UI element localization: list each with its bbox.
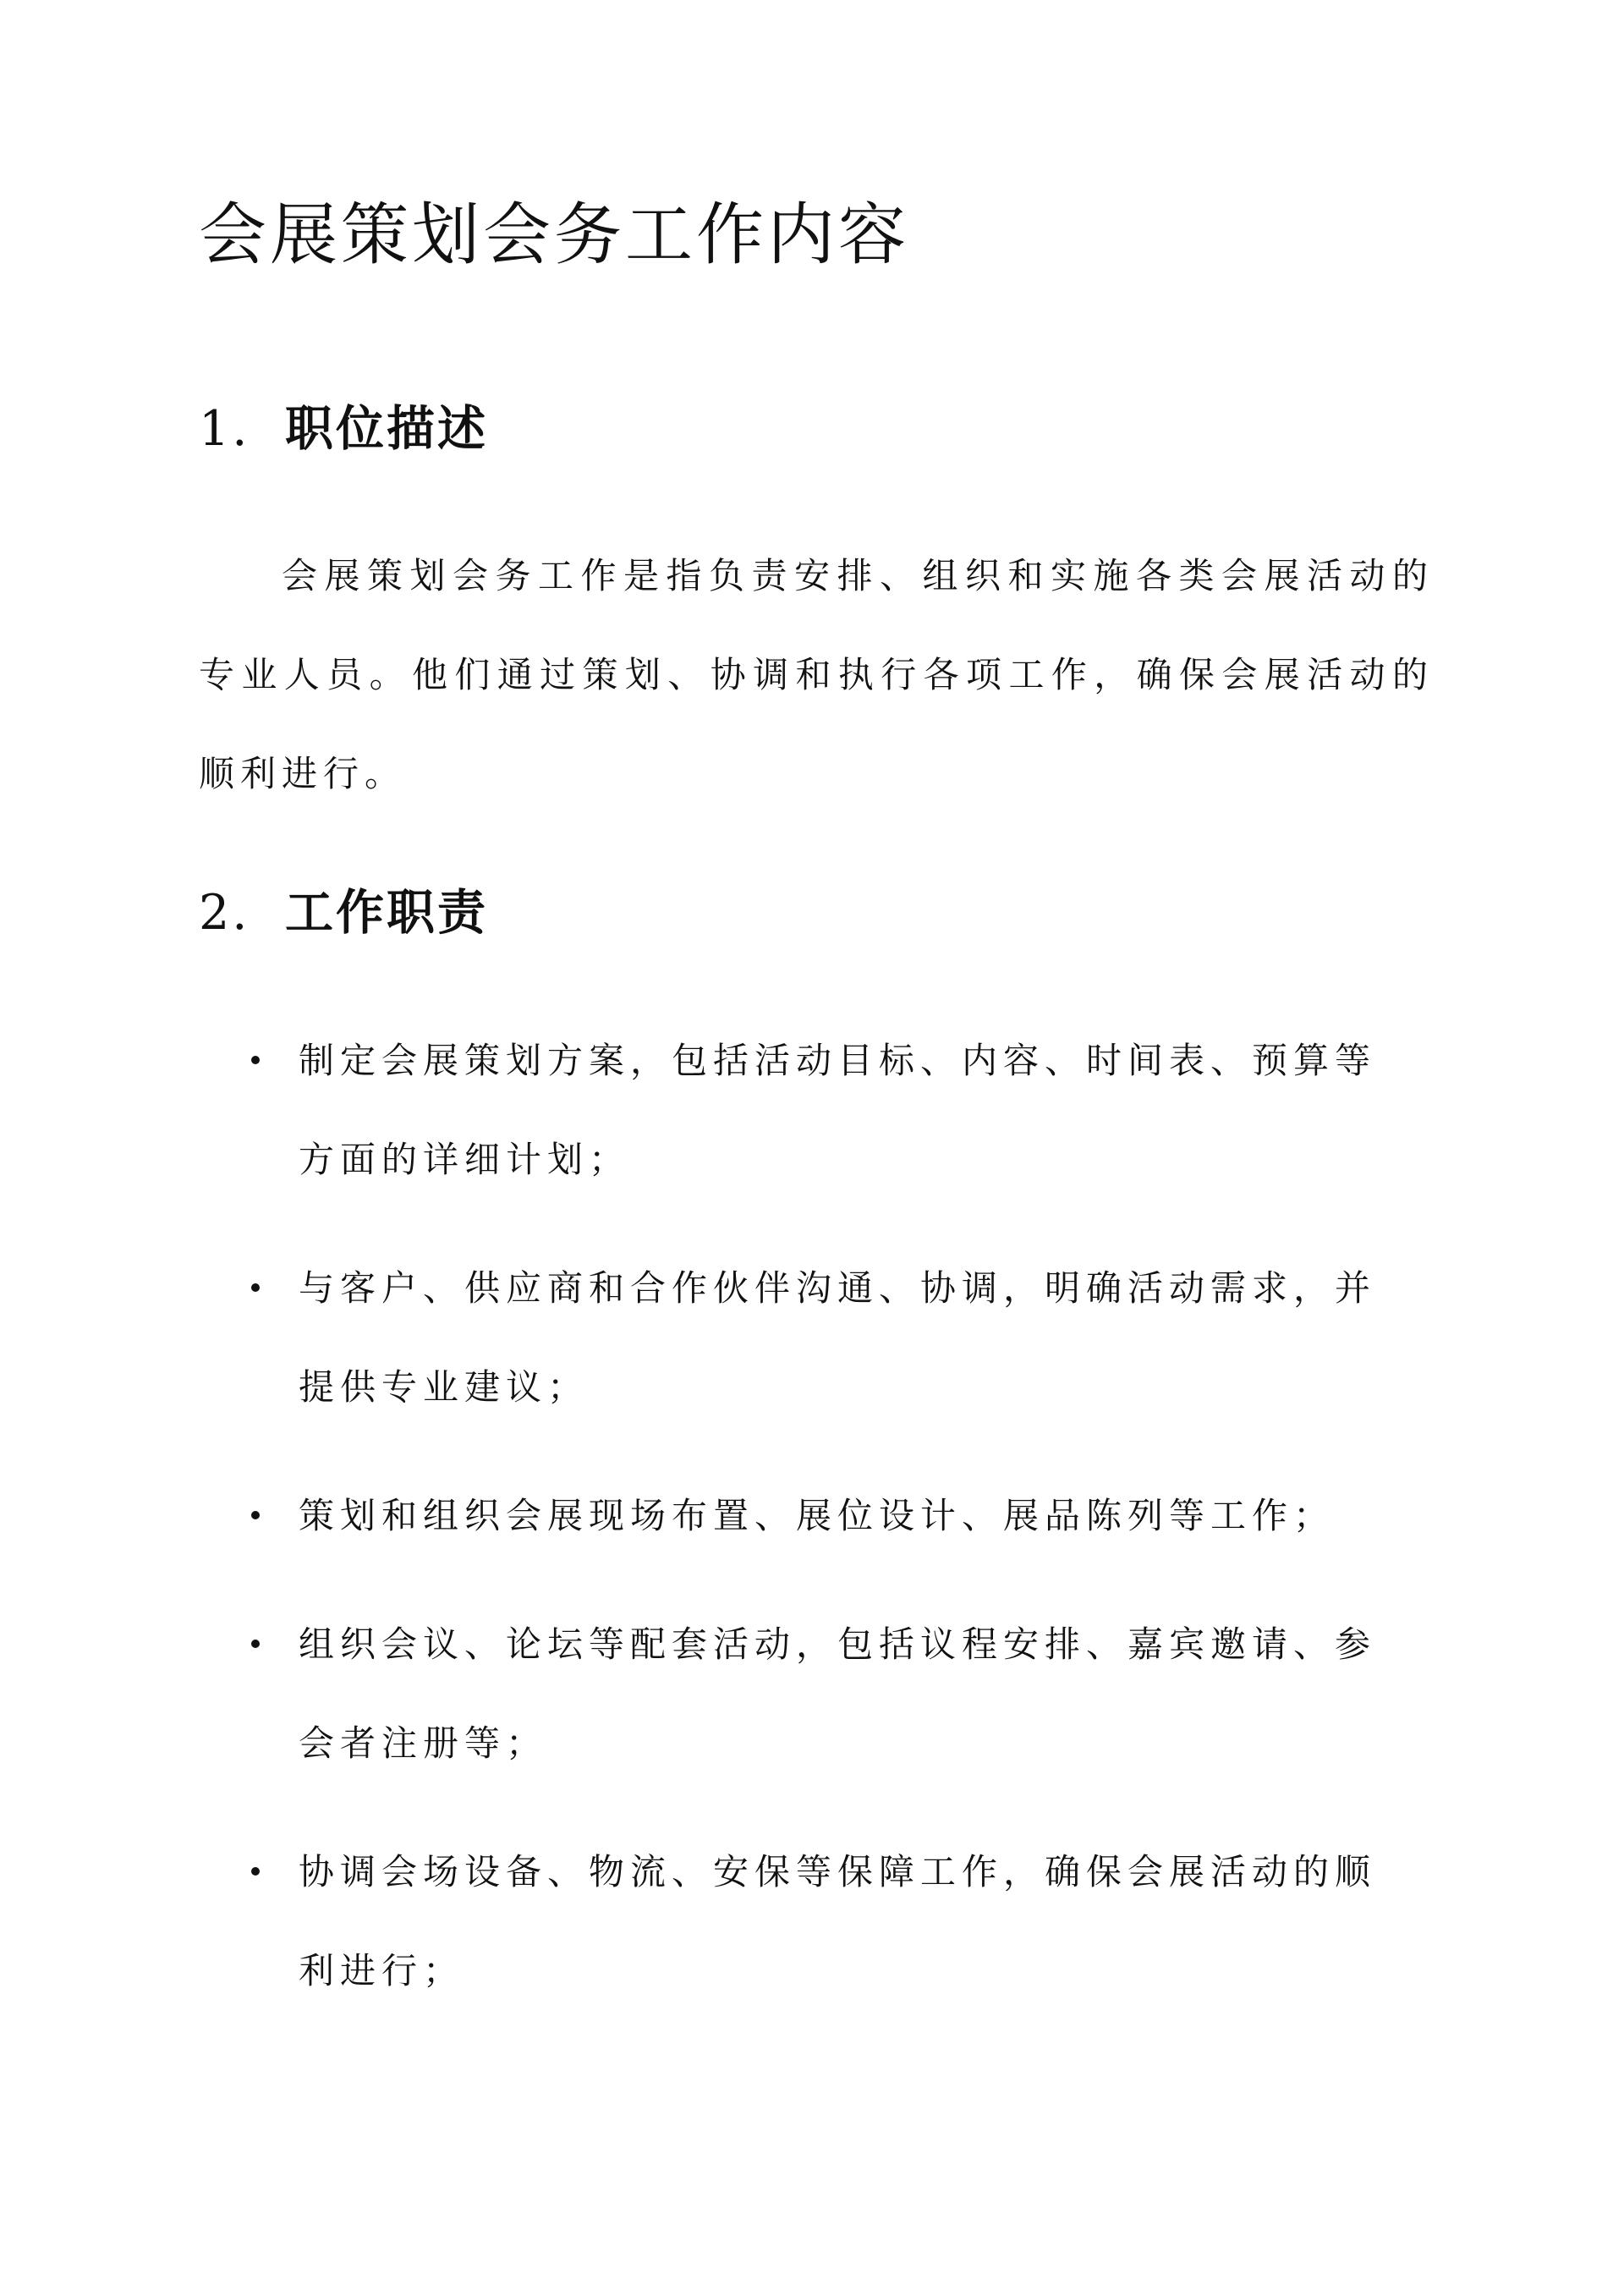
list-item (199, 1822, 1434, 2020)
bullet-icon (251, 1283, 260, 1292)
list-item (199, 1239, 1434, 1436)
bullet-icon (251, 1640, 260, 1648)
list-item-text: 策划和组织会展现场布置、展位设计、展品陈列等工作； (299, 1495, 1336, 1536)
bullet-icon (251, 1511, 260, 1519)
list-item (199, 1466, 1434, 1565)
list-item (199, 1595, 1434, 1793)
bullet-icon (251, 1867, 260, 1876)
list-item-text: 与客户、供应商和合作伙伴沟通、协调，明确活动需求，并提供专业建议； (299, 1267, 1377, 1408)
section-number: 1. (199, 401, 250, 457)
list-item-text: 制定会展策划方案，包括活动目标、内容、时间表、预算等方面的详细计划； (299, 1040, 1377, 1180)
job-description-paragraph: 会展策划会务工作是指负责安排、组织和实施各类会展活动的专业人员。他们通过策划、协调和执行各项工作，确保会展活动的顺利进行。 (199, 555, 1434, 794)
responsibilities-list (199, 1011, 1434, 2050)
bullet-icon (251, 1056, 260, 1064)
section-title: 工作职责 (285, 884, 488, 941)
section-title: 职位描述 (285, 400, 488, 457)
list-item-text: 组织会议、论坛等配套活动，包括议程安排、嘉宾邀请、参会者注册等； (299, 1623, 1377, 1764)
section-heading-job-description (199, 400, 488, 457)
list-item-text: 协调会场设备、物流、安保等保障工作，确保会展活动的顺利进行； (299, 1851, 1377, 1991)
section-number: 2. (199, 885, 250, 941)
list-item (199, 1011, 1434, 1209)
section-heading-responsibilities (199, 884, 488, 941)
document-title: 会展策划会务工作内容 (199, 195, 909, 274)
